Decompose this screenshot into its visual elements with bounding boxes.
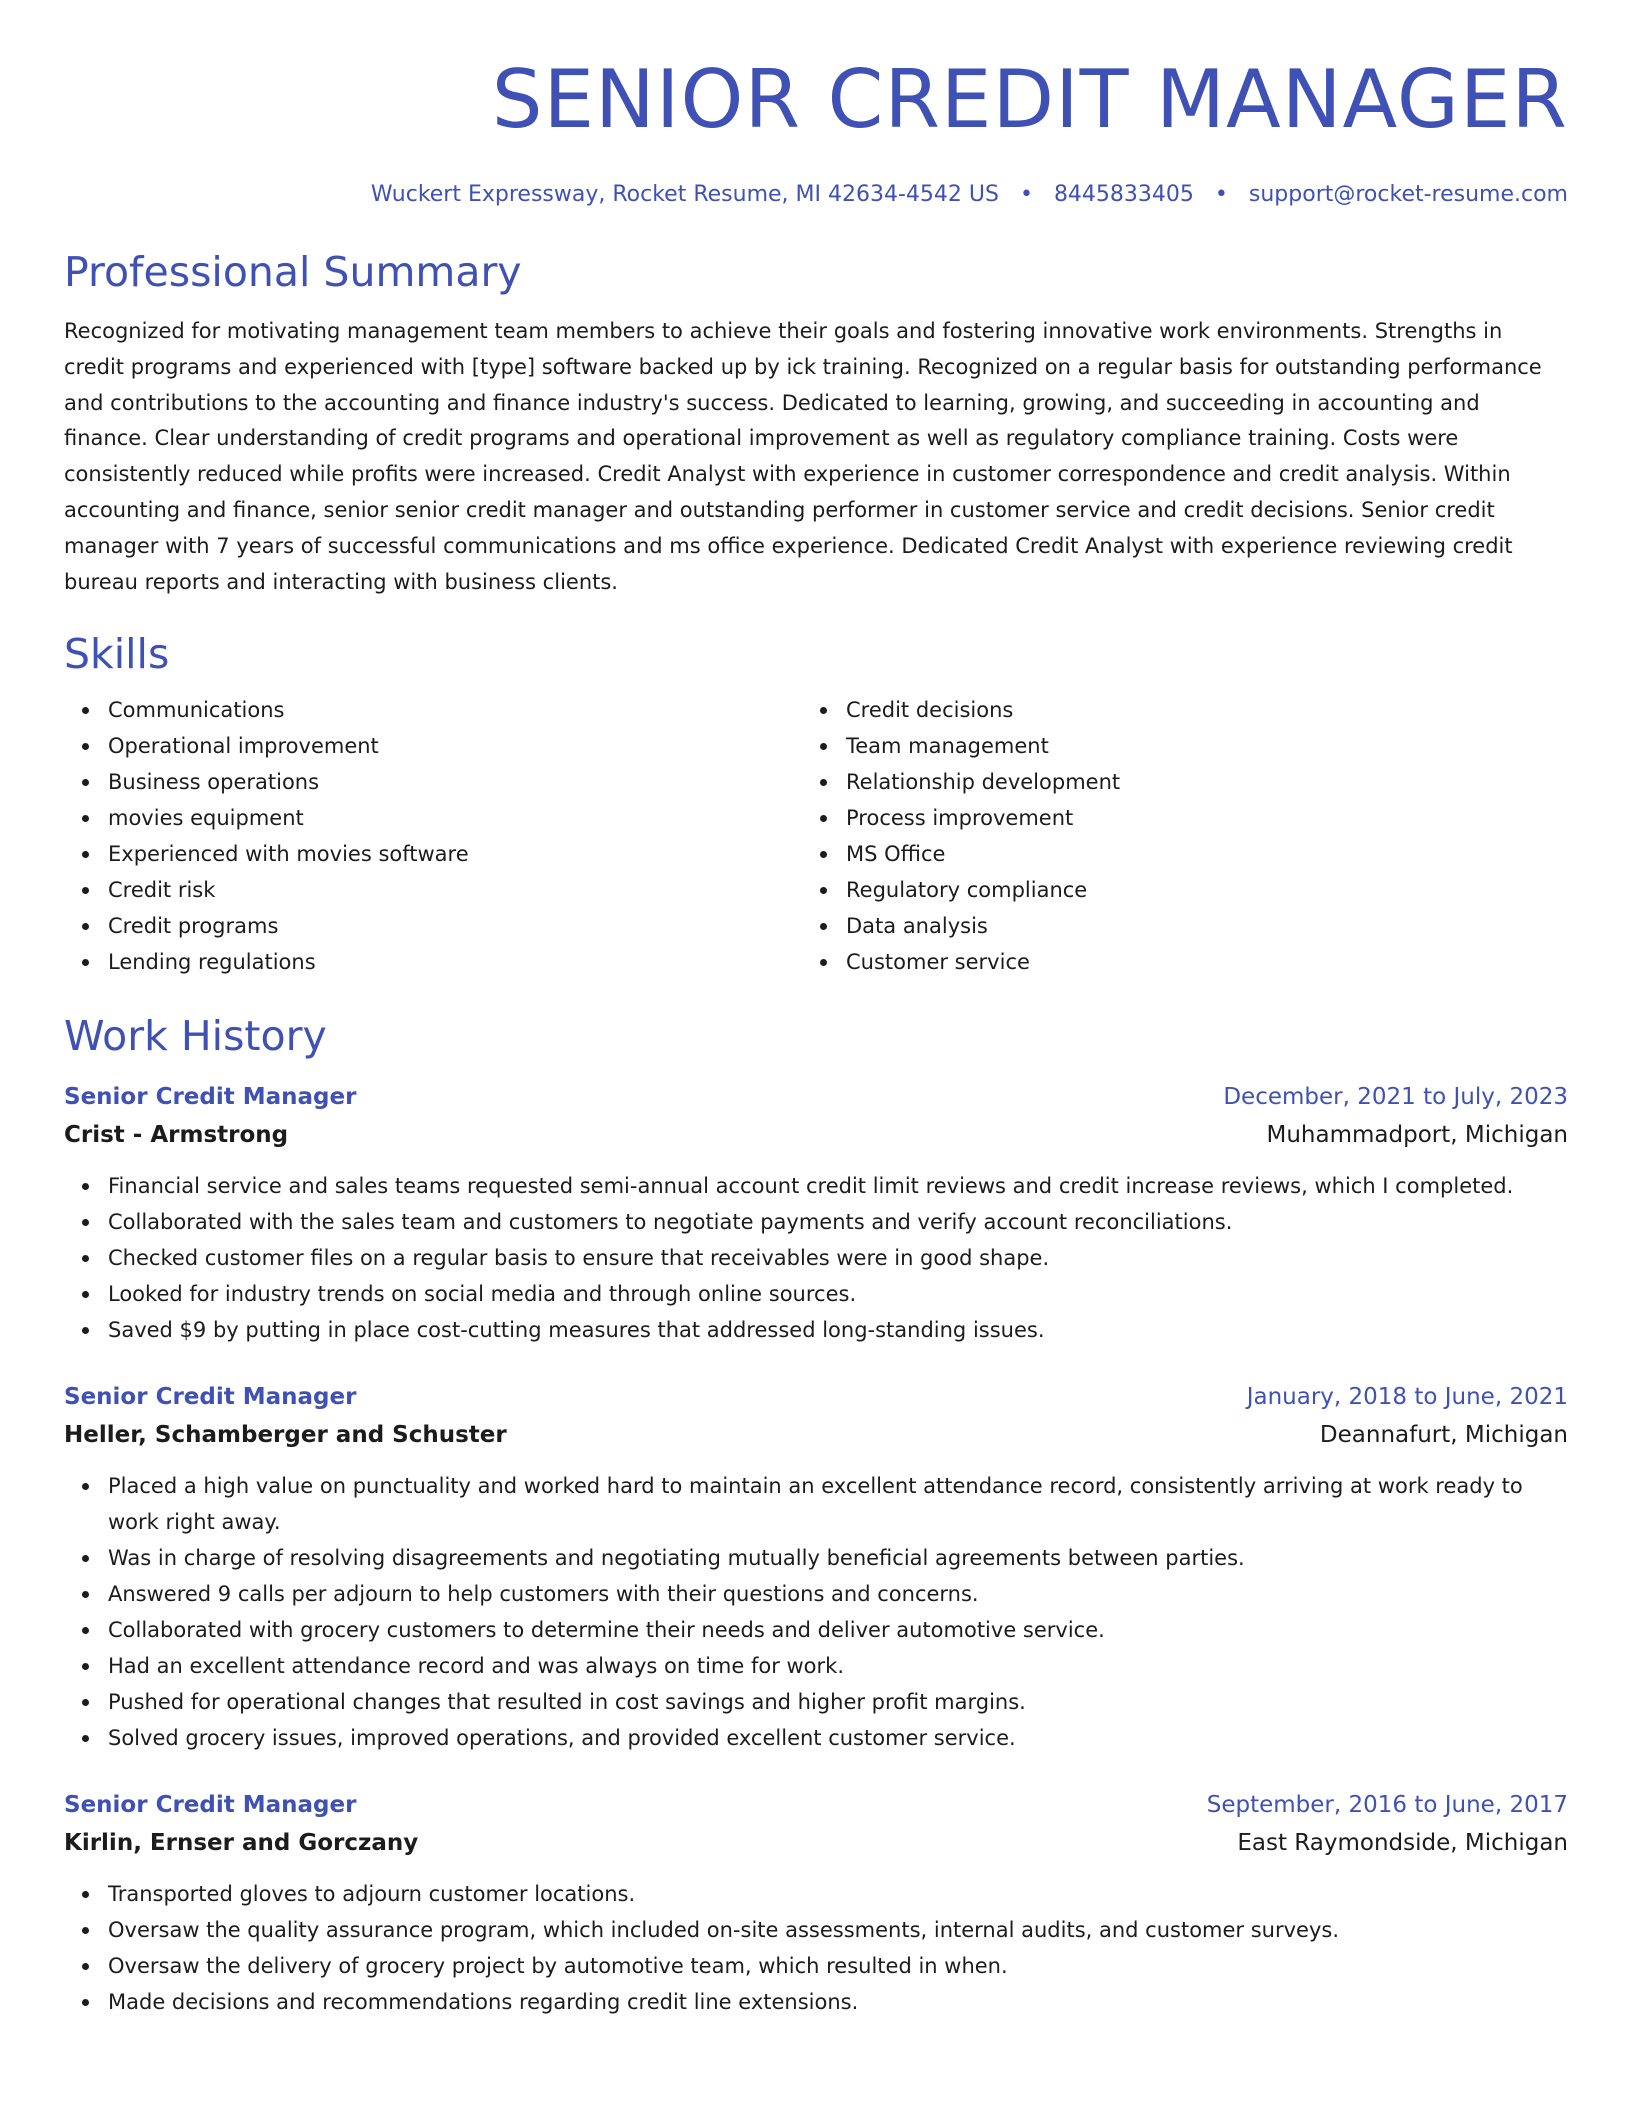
job-bullets bbox=[64, 1168, 1568, 1348]
job-bullet: Collaborated with the sales team and customers to negotiate payments and verify account reconciliations. bbox=[108, 1204, 1568, 1240]
skill-item: Data analysis bbox=[846, 908, 1540, 944]
summary-section bbox=[64, 246, 1568, 600]
job-bullet: Had an excellent attendance record and was always on time for work. bbox=[108, 1648, 1568, 1684]
work-history-section bbox=[64, 1010, 1568, 2020]
job-location: East Raymondside, Michigan bbox=[1237, 1830, 1568, 1857]
job-company-row bbox=[64, 1416, 1568, 1454]
job-entry bbox=[64, 1786, 1568, 2020]
job-company: Heller, Schamberger and Schuster bbox=[64, 1422, 507, 1449]
skill-item: Regulatory compliance bbox=[846, 872, 1540, 908]
section-title-summary: Professional Summary bbox=[64, 248, 522, 296]
job-bullet: Was in charge of resolving disagreements and negotiating mutually beneficial agreements between parties. bbox=[108, 1540, 1568, 1576]
job-dates: September, 2016 to June, 2017 bbox=[1206, 1792, 1568, 1819]
job-location: Muhammadport, Michigan bbox=[1266, 1122, 1568, 1149]
skills-column-left bbox=[64, 692, 802, 980]
skills-column-right bbox=[802, 692, 1540, 980]
skill-item: Credit decisions bbox=[846, 692, 1540, 728]
job-bullet: Collaborated with grocery customers to determine their needs and deliver automotive service. bbox=[108, 1612, 1568, 1648]
job-company: Crist - Armstrong bbox=[64, 1122, 289, 1149]
job-title-row bbox=[64, 1378, 1568, 1416]
job-location: Deannafurt, Michigan bbox=[1319, 1422, 1568, 1449]
skill-item: Communications bbox=[108, 692, 802, 728]
job-bullet: Answered 9 calls per adjourn to help customers with their questions and concerns. bbox=[108, 1576, 1568, 1612]
job-company: Kirlin, Ernser and Gorczany bbox=[64, 1830, 419, 1857]
skill-item: movies equipment bbox=[108, 800, 802, 836]
section-title-skills: Skills bbox=[64, 630, 170, 679]
job-bullet: Looked for industry trends on social media and through online sources. bbox=[108, 1276, 1568, 1312]
job-bullet: Solved grocery issues, improved operations, and provided excellent customer service. bbox=[108, 1720, 1568, 1756]
job-bullet: Financial service and sales teams requested semi-annual account credit limit reviews and credit increase reviews, which I completed. bbox=[108, 1168, 1568, 1204]
job-entry bbox=[64, 1078, 1568, 1348]
skill-item: Experienced with movies software bbox=[108, 836, 802, 872]
job-company-row bbox=[64, 1116, 1568, 1154]
job-bullets bbox=[64, 1876, 1568, 2020]
job-bullets bbox=[64, 1468, 1568, 1756]
page-title: SENIOR CREDIT MANAGER bbox=[491, 53, 1568, 146]
address-text: Wuckert Expressway, Rocket Resume, MI 42634-4542 US bbox=[370, 182, 999, 207]
job-bullet: Saved $9 by putting in place cost-cutting measures that addressed long-standing issues. bbox=[108, 1312, 1568, 1348]
section-title-work-history: Work History bbox=[64, 1012, 327, 1061]
job-title: Senior Credit Manager bbox=[64, 1792, 357, 1819]
contact-line bbox=[64, 180, 1568, 210]
skill-item: Lending regulations bbox=[108, 944, 802, 980]
separator-dot: • bbox=[1214, 182, 1228, 207]
skill-item: Customer service bbox=[846, 944, 1540, 980]
job-bullet: Oversaw the delivery of grocery project by automotive team, which resulted in when. bbox=[108, 1948, 1568, 1984]
email-link[interactable]: support@rocket-resume.com bbox=[1248, 182, 1568, 207]
job-dates: January, 2018 to June, 2021 bbox=[1246, 1384, 1568, 1411]
skill-item: Business operations bbox=[108, 764, 802, 800]
job-bullet: Placed a high value on punctuality and worked hard to maintain an excellent attendance record, consistently arriving at work ready to work right away. bbox=[108, 1468, 1568, 1540]
job-bullet: Oversaw the quality assurance program, which included on-site assessments, internal audits, and customer surveys. bbox=[108, 1912, 1568, 1948]
summary-paragraph: Recognized for motivating management team members to achieve their goals and fostering innovative work environments. Strengths in credit programs and experienced with [type] software backed up by ick training. Recognized on a regular basis for outstanding performance and contributions to the accounting and finance industry's success. Dedicated to learning, growing, and succeeding in accounting and finance. Clear understanding of credit programs and operational improvement as well as regulatory compliance training. Costs were consistently reduced while profits were increased. Credit Analyst with experience in customer correspondence and credit analysis. Within accounting and finance, senior senior credit manager and outstanding performer in customer service and credit decisions. Senior credit manager with 7 years of successful communications and ms office experience. Dedicated Credit Analyst with experience reviewing credit bureau reports and interacting with business clients. bbox=[64, 319, 1542, 594]
job-title-row bbox=[64, 1078, 1568, 1116]
separator-dot: • bbox=[1019, 182, 1033, 207]
job-title: Senior Credit Manager bbox=[64, 1084, 357, 1111]
skills-grid bbox=[64, 692, 1568, 980]
skill-item: Process improvement bbox=[846, 800, 1540, 836]
skills-section bbox=[64, 628, 1568, 980]
skill-item: MS Office bbox=[846, 836, 1540, 872]
skill-item: Relationship development bbox=[846, 764, 1540, 800]
job-bullet: Pushed for operational changes that resulted in cost savings and higher profit margins. bbox=[108, 1684, 1568, 1720]
job-title-row bbox=[64, 1786, 1568, 1824]
job-title: Senior Credit Manager bbox=[64, 1384, 357, 1411]
job-bullet: Checked customer files on a regular basis to ensure that receivables were in good shape. bbox=[108, 1240, 1568, 1276]
job-dates: December, 2021 to July, 2023 bbox=[1223, 1084, 1568, 1111]
job-bullet: Made decisions and recommendations regarding credit line extensions. bbox=[108, 1984, 1568, 2020]
job-entry bbox=[64, 1378, 1568, 1756]
job-bullet: Transported gloves to adjourn customer locations. bbox=[108, 1876, 1568, 1912]
job-company-row bbox=[64, 1824, 1568, 1862]
skill-item: Team management bbox=[846, 728, 1540, 764]
skill-item: Credit risk bbox=[108, 872, 802, 908]
resume-header bbox=[64, 0, 1568, 210]
phone-text: 8445833405 bbox=[1053, 182, 1194, 207]
skill-item: Operational improvement bbox=[108, 728, 802, 764]
skill-item: Credit programs bbox=[108, 908, 802, 944]
